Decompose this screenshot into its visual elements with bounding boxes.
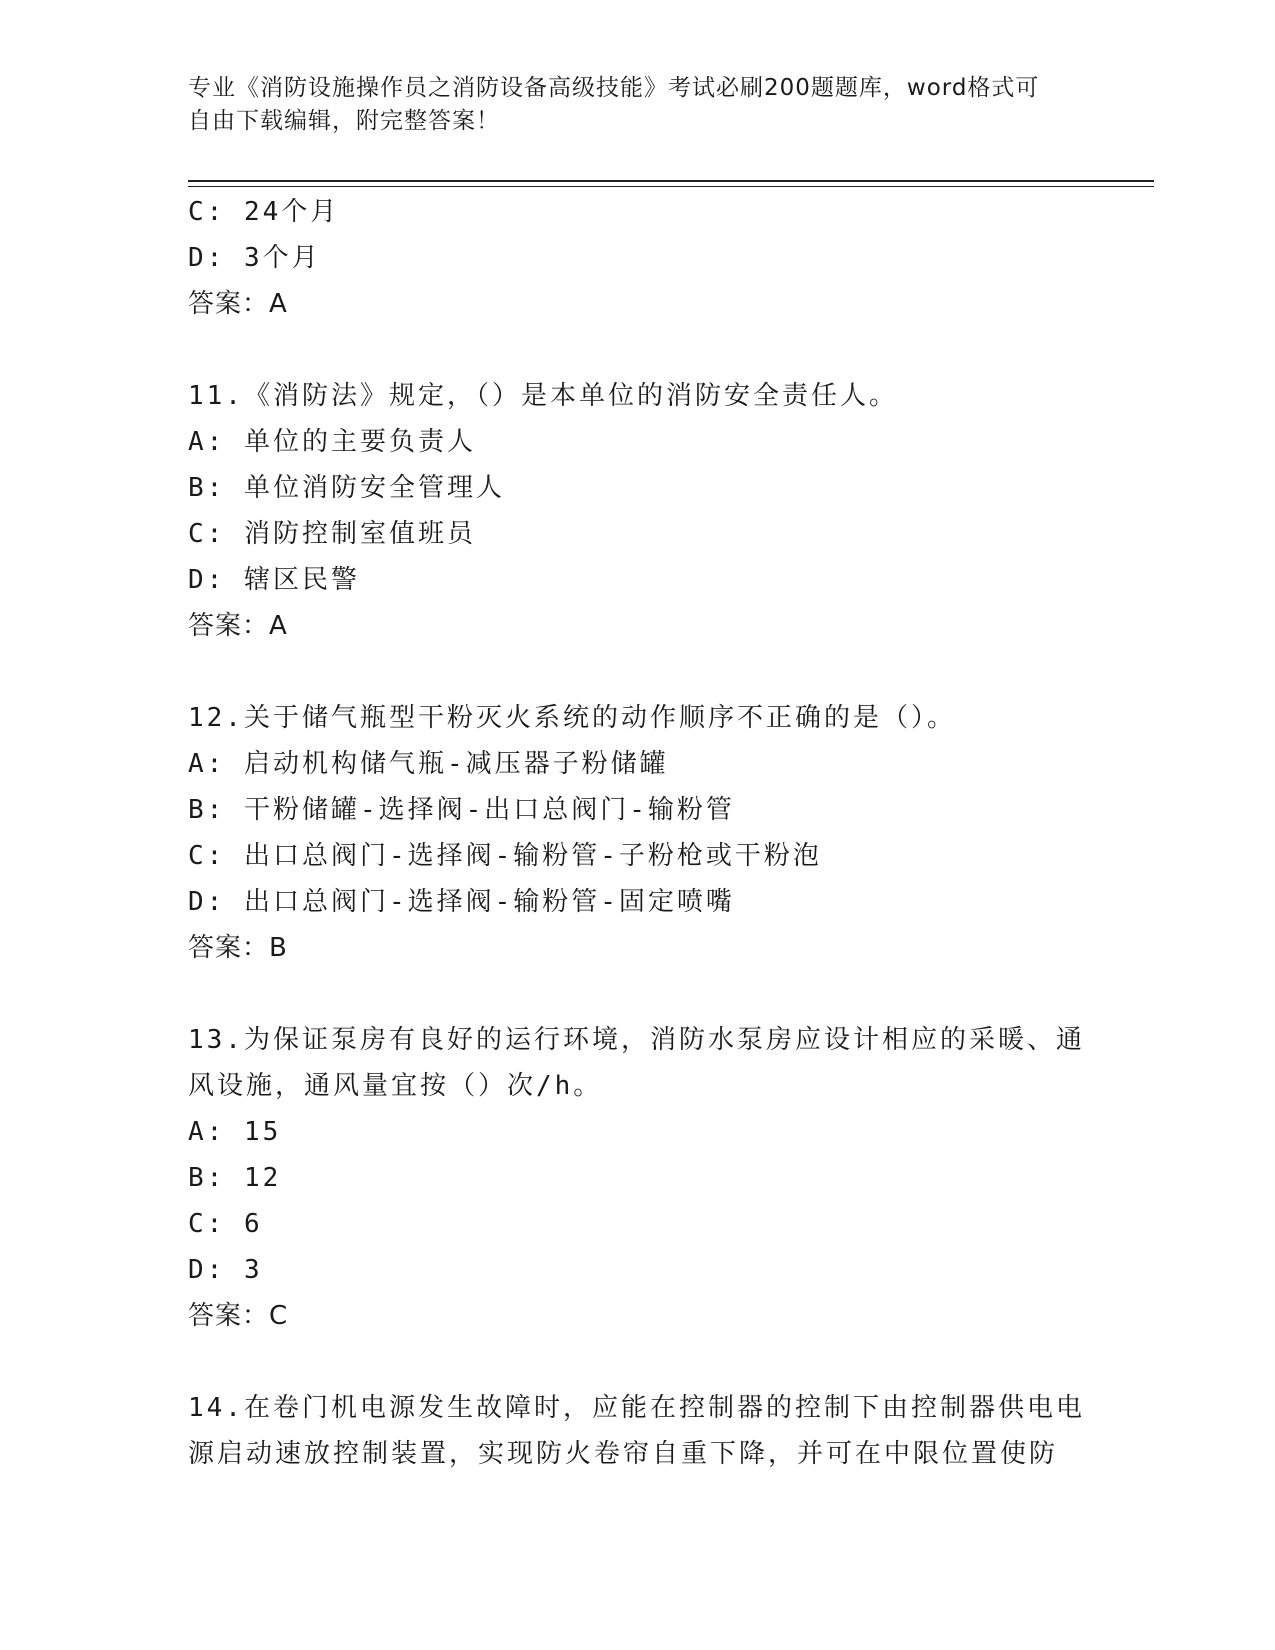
option-b: B: 12 bbox=[188, 1163, 282, 1193]
header-line-2: 自由下载编辑，附完整答案！ bbox=[188, 108, 500, 134]
answer-line: 答案：B bbox=[188, 933, 288, 963]
header-divider-bottom bbox=[188, 186, 1154, 187]
option-d: D: 3 bbox=[188, 1255, 263, 1285]
header-line-1: 专业《消防设施操作员之消防设备高级技能》考试必刷200题题库，word格式可 bbox=[188, 75, 1040, 101]
question-14 bbox=[188, 1385, 1088, 1477]
option-c: C: 6 bbox=[188, 1209, 263, 1239]
question-stem: 12.关于储气瓶型干粉灭火系统的动作顺序不正确的是（）。 bbox=[188, 703, 956, 733]
answer-line: 答案：A bbox=[188, 289, 288, 319]
question-13 bbox=[188, 1017, 1088, 1339]
option-a: A: 启动机构储气瓶-减压器子粉储罐 bbox=[188, 749, 669, 779]
option-d: D: 3个月 bbox=[188, 243, 321, 273]
answer-line: 答案：C bbox=[188, 1301, 289, 1331]
document-body bbox=[188, 189, 1088, 1477]
option-b: B: 干粉储罐-选择阀-出口总阀门-输粉管 bbox=[188, 795, 735, 825]
option-c: C: 消防控制室值班员 bbox=[188, 519, 476, 549]
question-stem: 14.在卷门机电源发生故障时，应能在控制器的控制下由控制器供电电 bbox=[188, 1393, 1085, 1423]
option-d: D: 出口总阀门-选择阀-输粉管-固定喷嘴 bbox=[188, 887, 735, 917]
option-b: B: 单位消防安全管理人 bbox=[188, 473, 505, 503]
header-divider-top bbox=[188, 180, 1154, 182]
question-11 bbox=[188, 373, 1088, 649]
answer-line: 答案：A bbox=[188, 611, 288, 641]
option-c: C: 出口总阀门-选择阀-输粉管-子粉枪或干粉泡 bbox=[188, 841, 822, 871]
question-stem: 11.《消防法》规定，（）是本单位的消防安全责任人。 bbox=[188, 381, 898, 411]
option-a: A: 单位的主要负责人 bbox=[188, 427, 476, 457]
option-d: D: 辖区民警 bbox=[188, 565, 360, 595]
question-continuation bbox=[188, 189, 1088, 327]
question-stem-continued: 风设施，通风量宜按（）次/h。 bbox=[188, 1071, 603, 1101]
option-c: C: 24个月 bbox=[188, 197, 340, 227]
question-stem-continued: 源启动速放控制装置，实现防火卷帘自重下降，并可在中限位置使防 bbox=[188, 1439, 1059, 1469]
document-header bbox=[188, 72, 1088, 138]
question-stem: 13.为保证泵房有良好的运行环境，消防水泵房应设计相应的采暖、通 bbox=[188, 1025, 1085, 1055]
option-a: A: 15 bbox=[188, 1117, 282, 1147]
question-12 bbox=[188, 695, 1088, 971]
